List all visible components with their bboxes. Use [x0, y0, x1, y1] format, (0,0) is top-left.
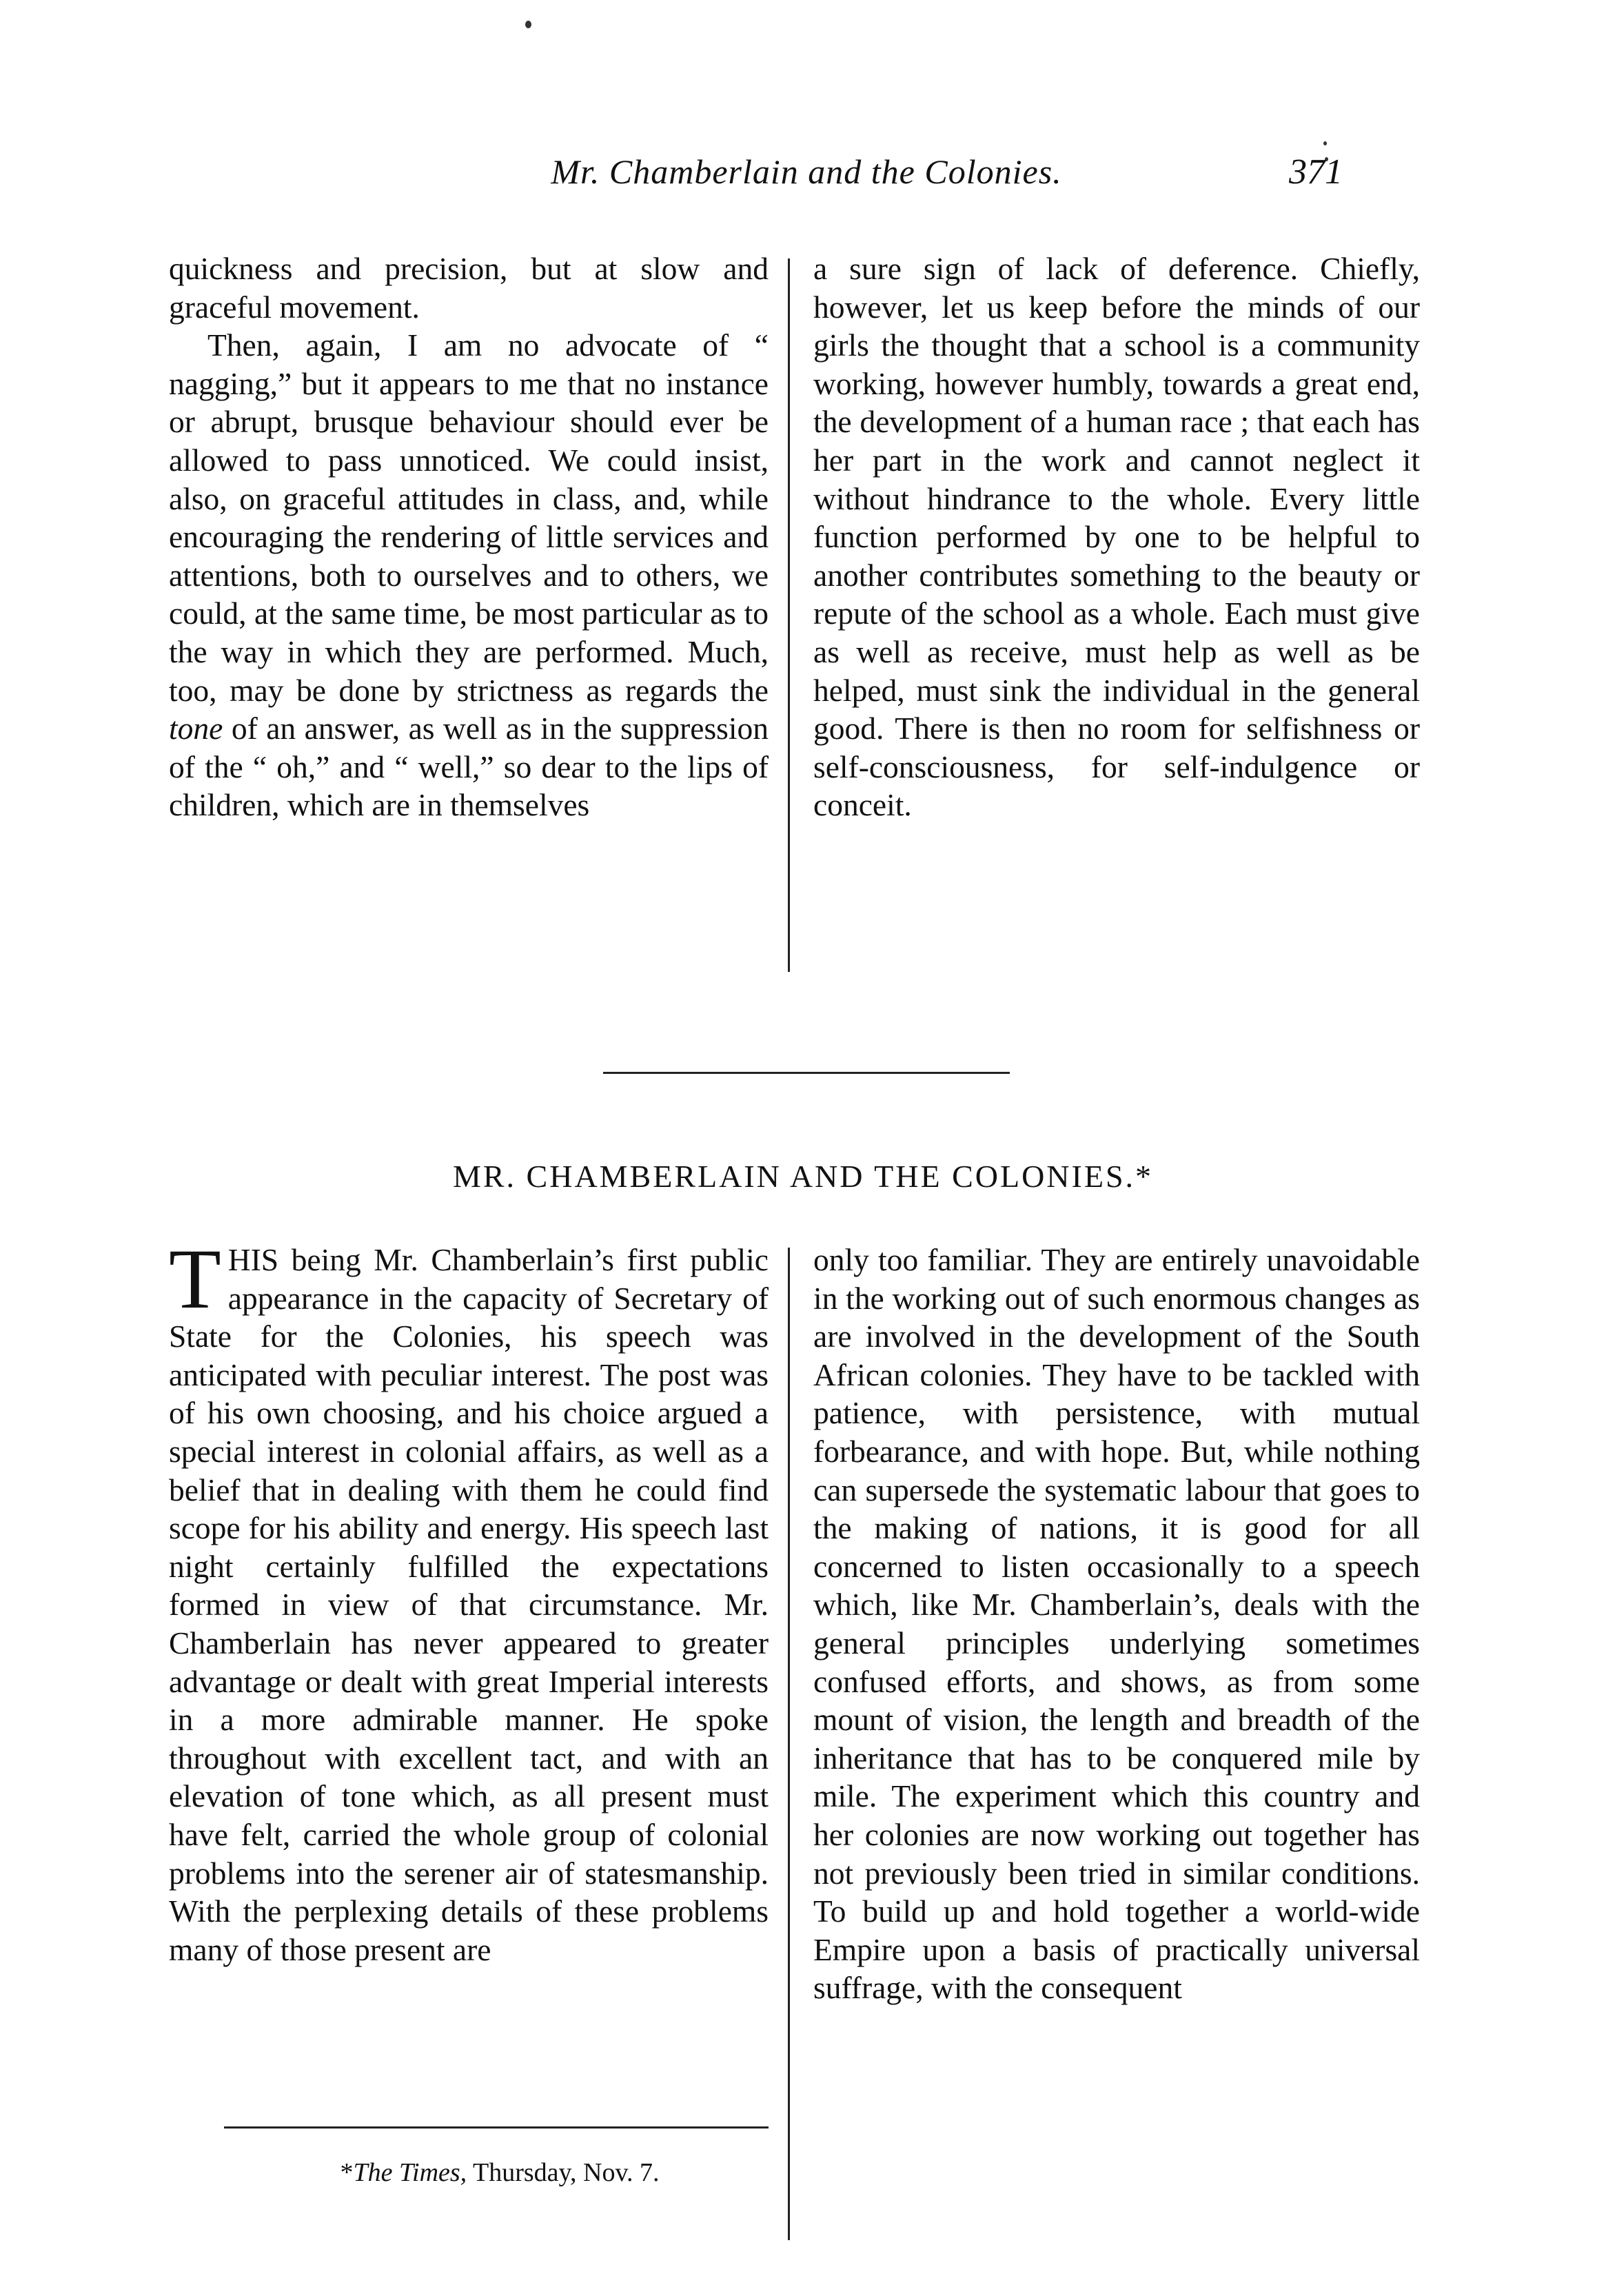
running-head	[0, 152, 1606, 207]
footnote	[227, 2157, 772, 2188]
paragraph-text: Then, again, I am no advocate of “ nagging,” but it appears to me that no instance or abrupt, brusque behaviour should ever be allowed to pass unnoticed. We could insist, also, on graceful attitudes in class, and, while encouraging the rendering of little services and attentions, both to ourselves and to others, we could, at the same time, be most particular as to the way in which they are performed. Much, too, may be done by strictness as regards the	[169, 327, 769, 708]
article-right-column	[813, 1241, 1420, 2007]
footnote-rule	[224, 2126, 769, 2129]
running-title: Mr. Chamberlain and the Colonies.	[551, 152, 1062, 191]
ink-dot	[1323, 141, 1327, 145]
paragraph: a sure sign of lack of deference. Chiefly, however, let us keep before the minds of our girls the thought that a school is a community working, however humbly, towards a great end, the development of a human race ; that each has her part in the work and cannot neglect it without hindrance to the whole. Every little function performed by one to be helpful to another contributes something to the beauty or repute of the school as a whole. Each must give as well as receive, must help as well as be helped, must sink the individual in the general good. There is then no room for selfishness or self-consciousness, for self-indulgence or conceit.	[813, 251, 1420, 823]
ink-dot	[525, 21, 531, 28]
article-left-column	[169, 1232, 769, 1969]
italic-word: tone	[169, 711, 223, 746]
footnote-marker: *	[340, 2158, 354, 2187]
paragraph	[169, 326, 769, 824]
top-right-column	[813, 250, 1420, 824]
column-divider	[788, 258, 790, 972]
paragraph-tail: of an answer, as well as in the suppression of the “ oh,” and “ well,” so dear to the lips of children, which are in themselves	[169, 711, 769, 823]
paragraph	[169, 1232, 769, 1969]
footnote-date: Thursday, Nov. 7.	[467, 2158, 660, 2187]
column-divider	[788, 1248, 790, 2240]
paragraph: quickness and precision, but at slow and graceful movement.	[169, 251, 769, 325]
paragraph-text: HIS being Mr. Chamberlain’s first public appearance in the capacity of Secretary of State for the Colonies, his speech was anticipated with peculiar interest. The post was of his own choosing, and his choice argued a special interest in colonial affairs, as well as a belief that in dealing with them he could find scope for his ability and energy. His speech last night certainly fulfilled the expectations formed in view of that circumstance. Mr. Chamberlain has never appeared to greater advantage or dealt with great Imperial interests in a more admirable manner. He spoke throughout with excellent tact, and with an elevation of tone which, as all present must have felt, carried the whole group of colonial problems into the serener air of statesmanship. With the perplexing details of these problems many of those present are	[169, 1242, 769, 1967]
article-title: MR. CHAMBERLAIN AND THE COLONIES.*	[452, 1159, 1154, 1194]
drop-cap: T	[169, 1232, 221, 1326]
footnote-publication: The Times,	[353, 2158, 467, 2187]
section-separator	[603, 1072, 1010, 1074]
page-number: 371	[1289, 152, 1343, 192]
paragraph: only too familiar. They are entirely unavoidable in the working out of such enormous changes as are involved in the development of the South African colonies. They have to be tackled with patience, with persistence, with mutual forbearance, and with hope. But, while nothing can supersede the systematic labour that goes to the making of nations, it is good for all concerned to listen occasionally to a speech which, like Mr. Chamberlain’s, deals with the general principles underlying sometimes confused efforts, and shows, as from some mount of vision, the length and breadth of the inheritance that has to be conquered mile by mile. The experiment which this country and her colonies are now working out together has not previously been tried in similar conditions. To build up and hold together a world-wide Empire upon a basis of practically universal suffrage, with the consequent	[813, 1242, 1420, 2006]
top-left-column	[169, 250, 769, 824]
